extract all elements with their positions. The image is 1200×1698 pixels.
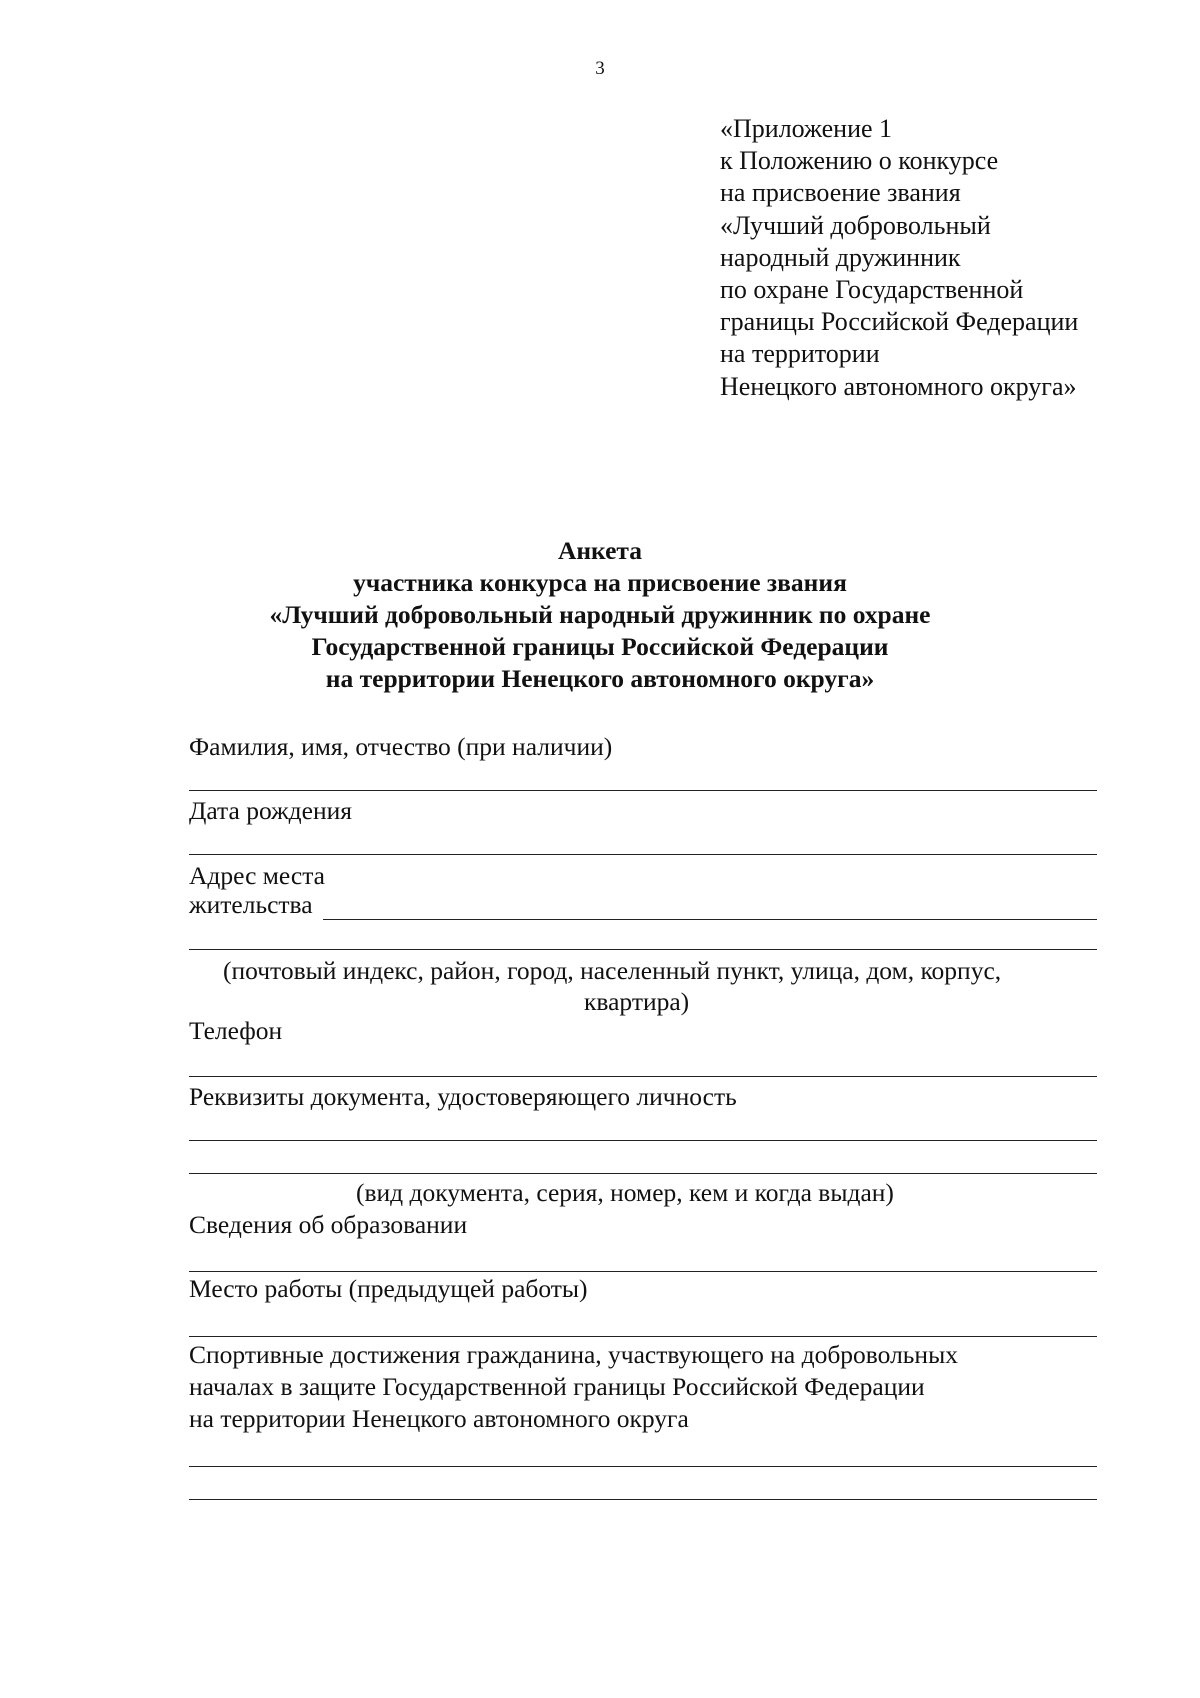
sports-line-1[interactable]	[189, 1466, 1097, 1467]
appendix-line: к Положению о конкурсе	[720, 146, 999, 176]
title-line: «Лучший добровольный народный дружинник по охране	[269, 600, 931, 629]
address-inline-line[interactable]	[323, 919, 1097, 920]
id-document-label: Реквизиты документа, удостоверяющего личность	[189, 1082, 737, 1111]
address-label-line1: Адрес места	[189, 861, 325, 890]
workplace-line[interactable]	[189, 1336, 1097, 1337]
title-line: Государственной границы Российской Федерации	[311, 632, 889, 661]
appendix-line: границы Российской Федерации	[720, 307, 1079, 337]
id-document-line-2[interactable]	[189, 1173, 1097, 1174]
full-name-label: Фамилия, имя, отчество (при наличии)	[189, 732, 613, 761]
full-name-line[interactable]	[189, 790, 1097, 791]
sports-line-2[interactable]	[189, 1499, 1097, 1500]
appendix-line: на присвоение звания	[720, 178, 961, 208]
address-hint-line2: квартира)	[584, 987, 690, 1016]
sports-label-line2: началах в защите Государственной границы Российской Федерации	[189, 1372, 925, 1401]
appendix-reference	[720, 113, 1078, 403]
appendix-line: «Лучший добровольный	[720, 210, 991, 240]
title-line: участника конкурса на присвоение звания	[353, 568, 847, 597]
page-number: 3	[595, 58, 605, 79]
education-line[interactable]	[189, 1271, 1097, 1272]
appendix-line: народный дружинник	[720, 242, 961, 272]
sports-label-line1: Спортивные достижения гражданина, участвующего на добровольных	[189, 1340, 958, 1369]
birth-date-line[interactable]	[189, 854, 1097, 855]
address-line[interactable]	[189, 949, 1097, 950]
appendix-line: на территории	[720, 339, 880, 369]
birth-date-label: Дата рождения	[189, 796, 352, 825]
form-title	[0, 535, 1200, 695]
id-document-line-1[interactable]	[189, 1140, 1097, 1141]
appendix-line: Ненецкого автономного округа»	[720, 371, 1077, 401]
workplace-label: Место работы (предыдущей работы)	[189, 1274, 588, 1303]
education-label: Сведения об образовании	[189, 1210, 468, 1239]
sports-label-line3: на территории Ненецкого автономного округа	[189, 1404, 689, 1433]
id-document-hint: (вид документа, серия, номер, кем и когда выдан)	[356, 1178, 894, 1207]
address-hint-line1: (почтовый индекс, район, город, населенный пункт, улица, дом, корпус,	[223, 956, 1002, 985]
phone-line[interactable]	[189, 1076, 1097, 1077]
phone-label: Телефон	[189, 1016, 283, 1045]
title-line: Анкета	[557, 536, 643, 565]
appendix-line: по охране Государственной	[720, 275, 1024, 305]
address-label-line2: жительства	[189, 890, 313, 919]
appendix-line: «Приложение 1	[720, 114, 893, 143]
title-line: на территории Ненецкого автономного округа»	[325, 664, 875, 693]
